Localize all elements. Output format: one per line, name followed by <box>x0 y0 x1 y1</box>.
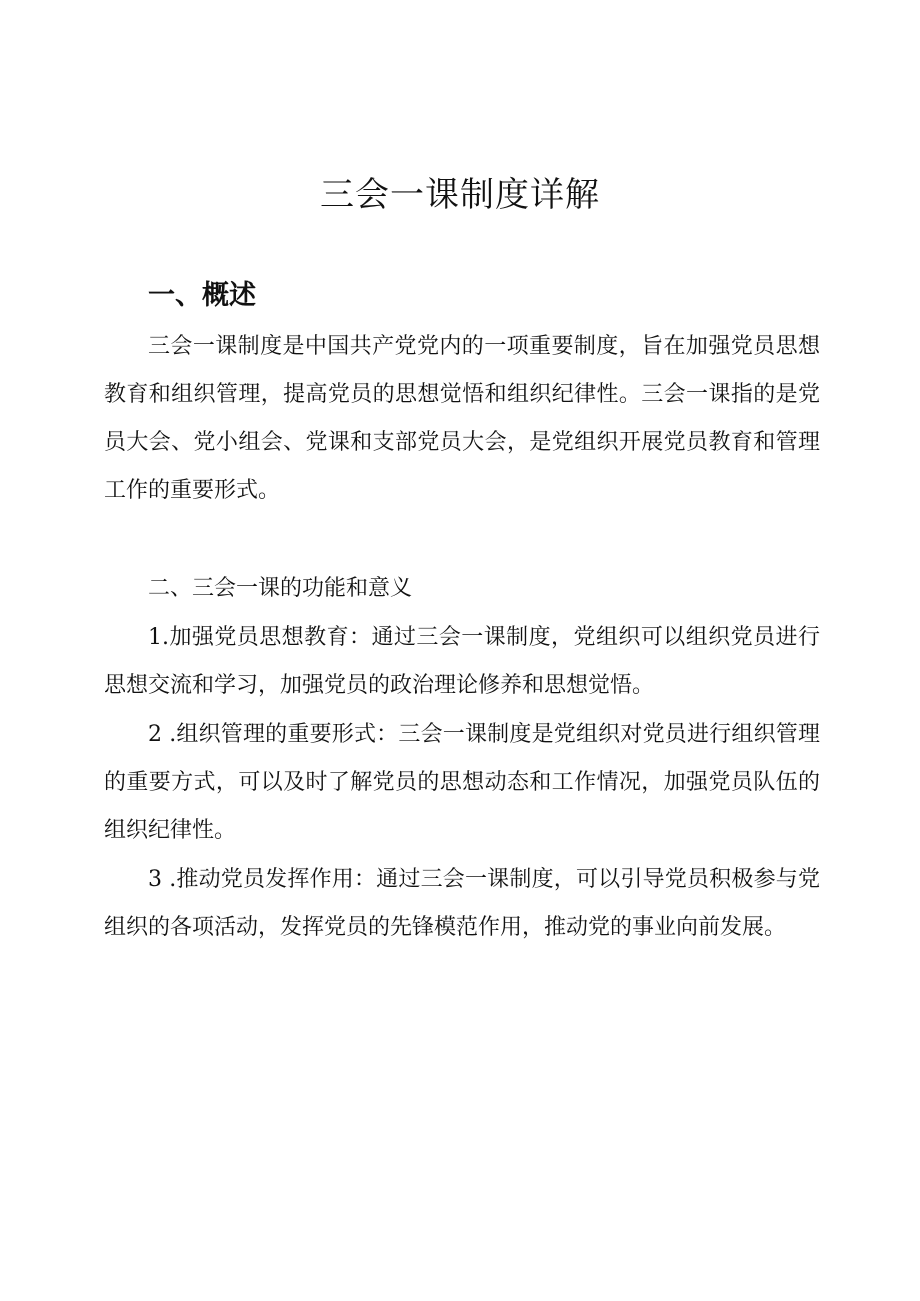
document-title: 三会一课制度详解 <box>320 175 600 215</box>
section-heading-functions: 二、三会一课的功能和意义 <box>148 576 413 601</box>
function-item-1: 1.加强党员思想教育：通过三会一课制度，党组织可以组织党员进行思想交流和学习，加强党员的政治理论修养和思想觉悟。 <box>104 625 820 698</box>
function-item-3: 3 .推动党员发挥作用：通过三会一课制度，可以引导党员积极参与党组织的各项活动，发挥党员的先锋模范作用，推动党的事业向前发展。 <box>104 867 820 940</box>
section-heading-overview: 一、概述 <box>148 280 256 311</box>
overview-paragraph: 三会一课制度是中国共产党党内的一项重要制度，旨在加强党员思想教育和组织管理，提高党员的思想觉悟和组织纪律性。三会一课指的是党员大会、党小组会、党课和支部党员大会，是党组织开展党员教育和管理工作的重要形式。 <box>104 334 820 503</box>
function-item-2: 2 .组织管理的重要形式：三会一课制度是党组织对党员进行组织管理的重要方式，可以及时了解党员的思想动态和工作情况，加强党员队伍的组织纪律性。 <box>104 722 820 843</box>
